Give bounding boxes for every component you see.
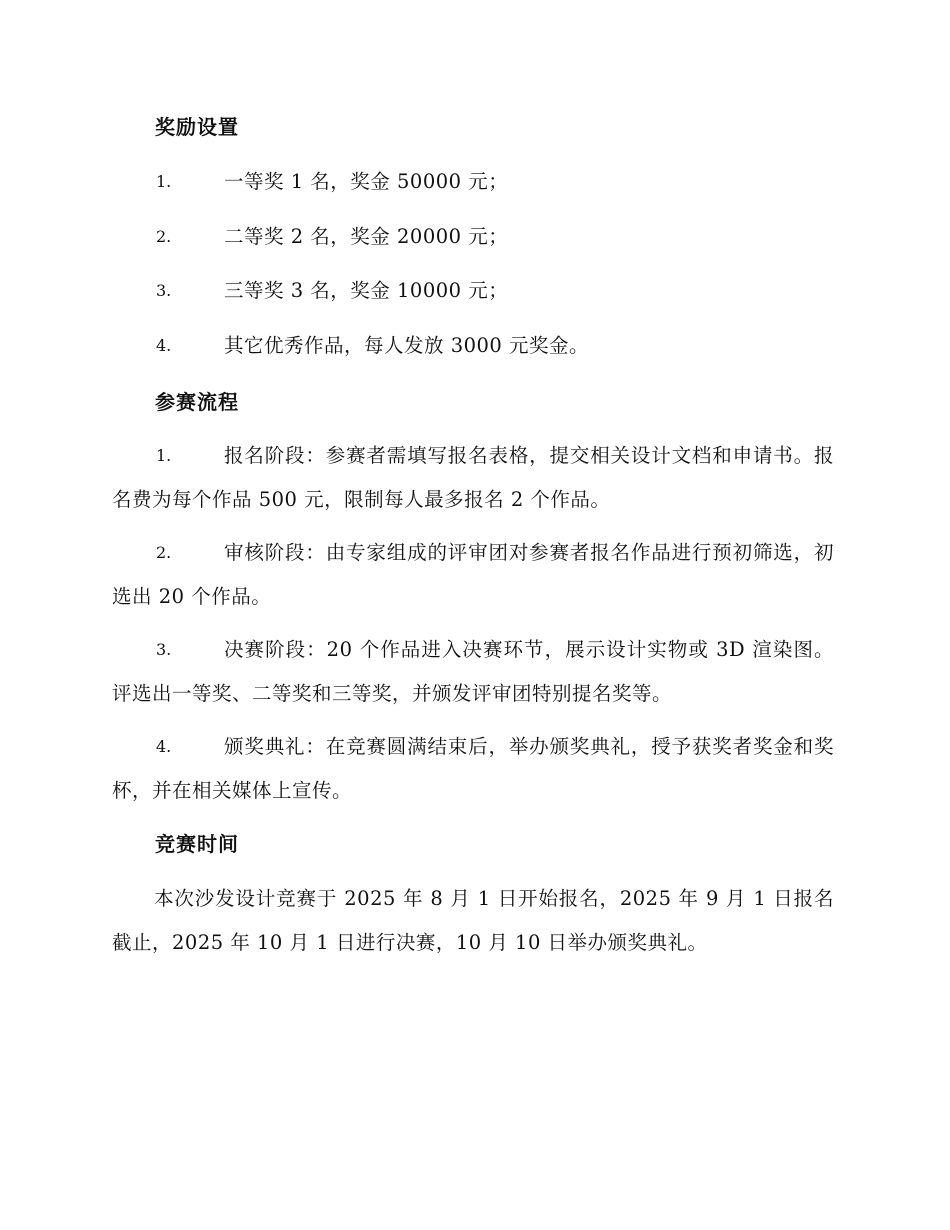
process-item-1	[112, 434, 834, 522]
list-number: 1.	[156, 446, 172, 465]
awards-heading: 奖励设置	[155, 115, 239, 139]
awards-item-3	[112, 269, 834, 313]
list-number: 2.	[156, 543, 172, 562]
list-item-text: 一等奖 1 名，奖金 50000 元；	[224, 170, 509, 193]
list-item-text: 三等奖 3 名，奖金 10000 元；	[224, 279, 509, 302]
awards-item-2	[112, 215, 834, 259]
awards-item-4	[112, 324, 834, 368]
list-item-text: 决赛阶段：20 个作品进入决赛环节，展示设计实物或 3D 渲染图。评选出一等奖、二等奖和三等奖，并颁发评审团特别提名奖等。	[112, 638, 834, 705]
list-number: 4.	[156, 737, 172, 756]
list-number: 2.	[156, 227, 172, 246]
list-item-text: 颁奖典礼：在竞赛圆满结束后，举办颁奖典礼，授予获奖者奖金和奖杯，并在相关媒体上宣传。	[112, 735, 834, 802]
list-item-text: 其它优秀作品，每人发放 3000 元奖金。	[224, 334, 590, 357]
list-number: 4.	[156, 336, 172, 355]
awards-item-1	[112, 160, 834, 204]
list-number: 3.	[156, 281, 172, 300]
schedule-paragraph: 本次沙发设计竞赛于 2025 年 8 月 1 日开始报名，2025 年 9 月 1 日报名截止，2025 年 10 月 1 日进行决赛，10 月 10 日举办颁奖典礼。	[112, 887, 834, 954]
process-item-3	[112, 628, 834, 716]
process-item-4	[112, 725, 834, 813]
list-item-text: 报名阶段：参赛者需填写报名表格，提交相关设计文档和申请书。报名费为每个作品 500 元，限制每人最多报名 2 个作品。	[112, 444, 834, 511]
process-heading: 参赛流程	[155, 390, 239, 414]
list-item-text: 审核阶段：由专家组成的评审团对参赛者报名作品进行预初筛选，初选出 20 个作品。	[112, 541, 834, 608]
list-number: 3.	[156, 640, 172, 659]
process-item-2	[112, 531, 834, 619]
list-number: 1.	[156, 172, 172, 191]
schedule-heading: 竞赛时间	[155, 832, 239, 856]
list-item-text: 二等奖 2 名，奖金 20000 元；	[224, 225, 509, 248]
